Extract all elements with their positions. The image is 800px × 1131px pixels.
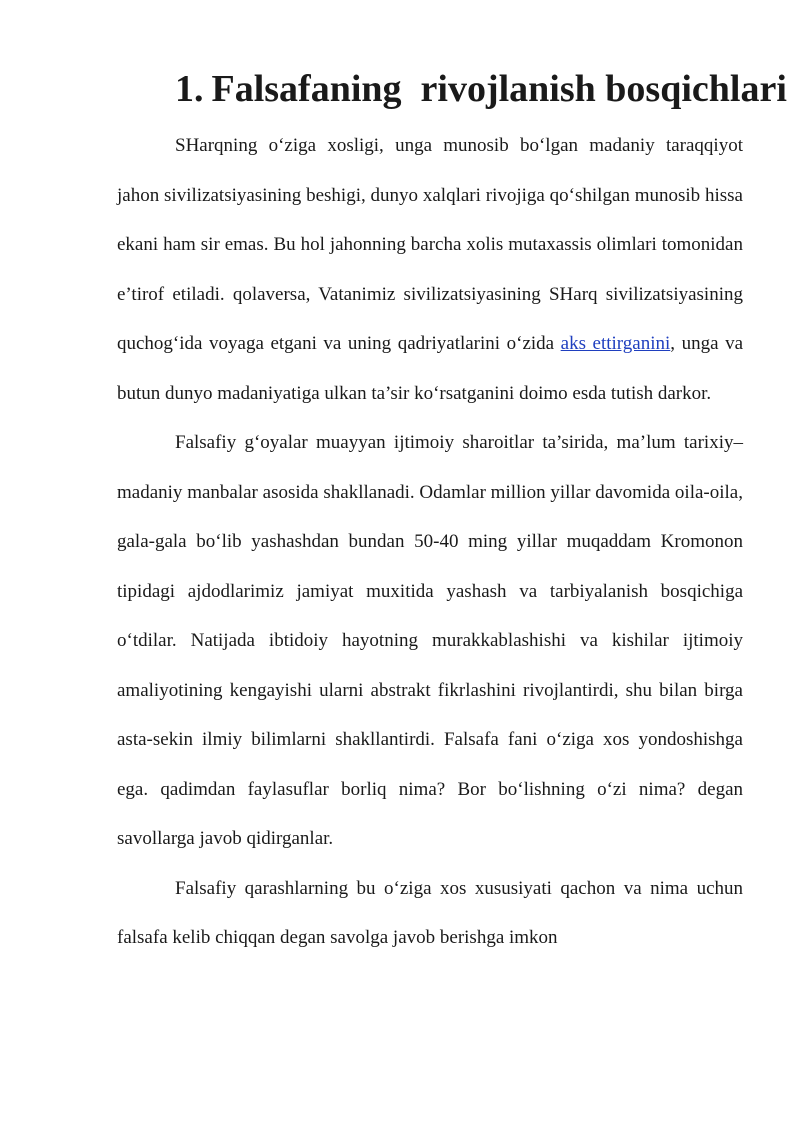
paragraph-3: Falsafiy qarashlarning bu o‘ziga xos xususiyati qachon va nima uchun falsafa kelib chiqqan degan savolga javob berishga imkon <box>117 877 743 948</box>
inline-link-aks-ettirganini[interactable]: aks ettirganini <box>560 333 671 354</box>
paragraph-2: Falsafiy g‘oyalar muayyan ijtimoiy sharoitlar ta’sirida, ma’lum tarixiy–madaniy manbalar asosida shakllanadi. Odamlar million yillar davomida oila-oila, gala-gala bo‘lib yashashdan bundan 50-40 ming yillar muqaddam Kromonon tipidagi ajdodlarimiz jamiyat muxitida yashash va tarbiyalanish bosqichiga o‘tdilar. Natijada ibtidoiy hayotning murakkablashishi va kishilar ijtimoiy amaliyotining kengayishi ularni abstrakt fikrlashini rivojlantirdi, shu bilan birga asta-sekin ilmiy bilimlarni shakllantirdi. Falsafa fani o‘ziga xos yondoshishga ega. qadimdan faylasuflar borliq nima? Bor bo‘lishning o‘zi nima? degan savollarga javob qidirganlar. <box>117 432 743 849</box>
section-number: 1. <box>175 68 204 110</box>
section-title: Falsafaning rivojlanish bosqichlari <box>211 68 787 110</box>
document-body <box>117 68 787 963</box>
paragraph-1-text-before-link: SHarqning o‘ziga xosligi, unga munosib bo‘lgan madaniy taraqqiyot jahon sivilizatsiyasining beshigi, dunyo xalqlari rivojiga qo‘shilgan munosib hissa ekani ham sir emas. Bu hol jahonning barcha xolis mutaxassis olimlari tomonidan e’tirof etiladi. qolaversa, Vatanimiz sivilizatsiyasining SHarq sivilizatsiyasining quchog‘ida voyaga etgani va uning qadriyatlarini o‘zida <box>117 135 743 354</box>
paragraph-1-text-after-link: , unga va butun dunyo madaniyatiga ulkan ta’sir ko‘rsatganini doimo esda tutish darkor. <box>117 333 743 404</box>
paragraph-1 <box>117 121 743 418</box>
section-heading <box>175 68 787 110</box>
